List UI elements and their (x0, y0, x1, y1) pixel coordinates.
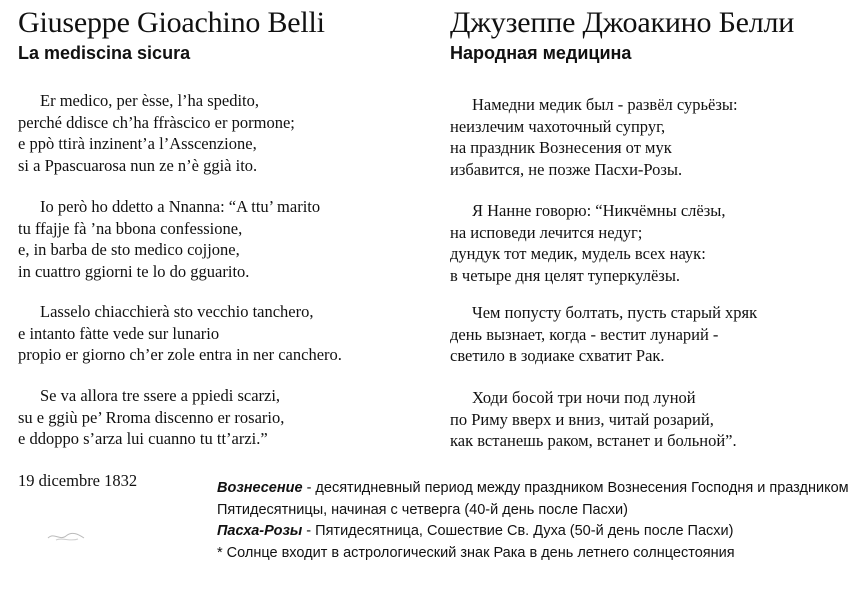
poem-line: на исповеди лечится недуг; (450, 222, 643, 242)
italian-stanza-1 (18, 90, 295, 176)
poem-line: избавится, не позже Пасхи-Розы. (450, 159, 683, 179)
russian-stanza-1 (450, 94, 738, 180)
note-footnote: * Солнце входит в астрологический знак Рака в день летнего солнцестояния (217, 544, 735, 561)
russian-stanza-3 (450, 302, 757, 367)
poem-line: день вызнает, когда - вестит лунарий - (450, 324, 719, 344)
italian-stanza-3 (18, 301, 342, 366)
poem-line: su e ggiù pe’ Rroma discenno er rosario, (18, 407, 285, 427)
signature-scribble-icon (44, 526, 90, 546)
italian-author-title: Giuseppe Gioachino Belli (18, 6, 325, 39)
poem-line: на праздник Вознесения от мук (450, 138, 672, 157)
russian-author-title: Джузеппе Джоакино Белли (450, 6, 795, 39)
poem-date: 19 dicembre 1832 (18, 471, 138, 490)
poem-line: Намедни медик был - развёл сурьёзы: (472, 95, 738, 114)
poem-line: Lasselo chiacchierà sto vecchio tanchero, (40, 302, 314, 321)
poem-line: Er medico, per èsse, l’ha spedito, (40, 91, 260, 110)
poem-line: Io però ho ddetto a Nnanna: “A ttu’ marito (40, 197, 321, 216)
poem-line: si a Ppascuarosa nun ze n’è ggià ito. (18, 155, 258, 175)
note-definition: - десятидневный период между праздником Вознесения Господня и праздником Пятидесятницы, начиная с четверга (40-й день после Пасхи) (217, 480, 849, 518)
poem-line: e ppò ttirà inzinent’a l’Asscenzione, (18, 134, 257, 153)
italian-stanza-4 (18, 385, 284, 450)
poem-line: дундук тот медик, мудель всех наук: (450, 244, 706, 263)
note-term: Пасха-Розы (217, 523, 303, 539)
poem-line: Ходи босой три ночи под луной (472, 388, 696, 407)
poem-line: propio er giorno ch’er zole entra in ner canchero. (18, 345, 342, 364)
note-term: Вознесение (217, 480, 303, 496)
poem-line: Se va allora tre ssere a ppiedi scarzi, (40, 386, 281, 405)
note-ascension (217, 478, 857, 521)
poem-line: неизлечим чахоточный супруг, (450, 116, 666, 136)
poem-line: Чем попусту болтать, пусть старый хряк (472, 303, 758, 322)
poem-line: светило в зодиаке схватит Рак. (450, 346, 665, 365)
poem-line: e intanto fàtte vede sur lunario (18, 323, 220, 343)
glossary-notes (217, 478, 857, 564)
russian-poem-title: Народная медицина (450, 43, 632, 63)
russian-stanza-2 (450, 200, 725, 286)
italian-column (18, 0, 428, 448)
italian-poem-title: La mediscina sicura (18, 43, 191, 63)
poem-line: e ddoppo s’arza lui cuanno tu tt’arzi.” (18, 429, 268, 448)
russian-column (450, 0, 860, 450)
poem-line: e, in barba de sto medico cojjone, (18, 240, 240, 259)
note-definition: - Пятидесятница, Сошествие Св. Духа (50-й день после Пасхи) (302, 523, 734, 539)
poem-line: tu ffajje fà ’na bbona confessione, (18, 218, 243, 238)
poem-line: Я Нанне говорю: “Никчёмны слёзы, (472, 201, 726, 220)
poem-line: по Риму вверх и вниз, читай розарий, (450, 409, 714, 429)
poem-line: в четыре дня целят туперкулёзы. (450, 265, 681, 285)
poem-line: in cuattro ggiorni te lo do gguarito. (18, 261, 250, 281)
poem-line: как встанешь раком, встанет и больной”. (450, 431, 737, 450)
note-pentecost (217, 521, 857, 543)
italian-stanza-2 (18, 196, 320, 282)
poem-line: perché ddisce ch’ha ffràscico er pormone; (18, 112, 295, 132)
russian-stanza-4 (450, 387, 737, 452)
